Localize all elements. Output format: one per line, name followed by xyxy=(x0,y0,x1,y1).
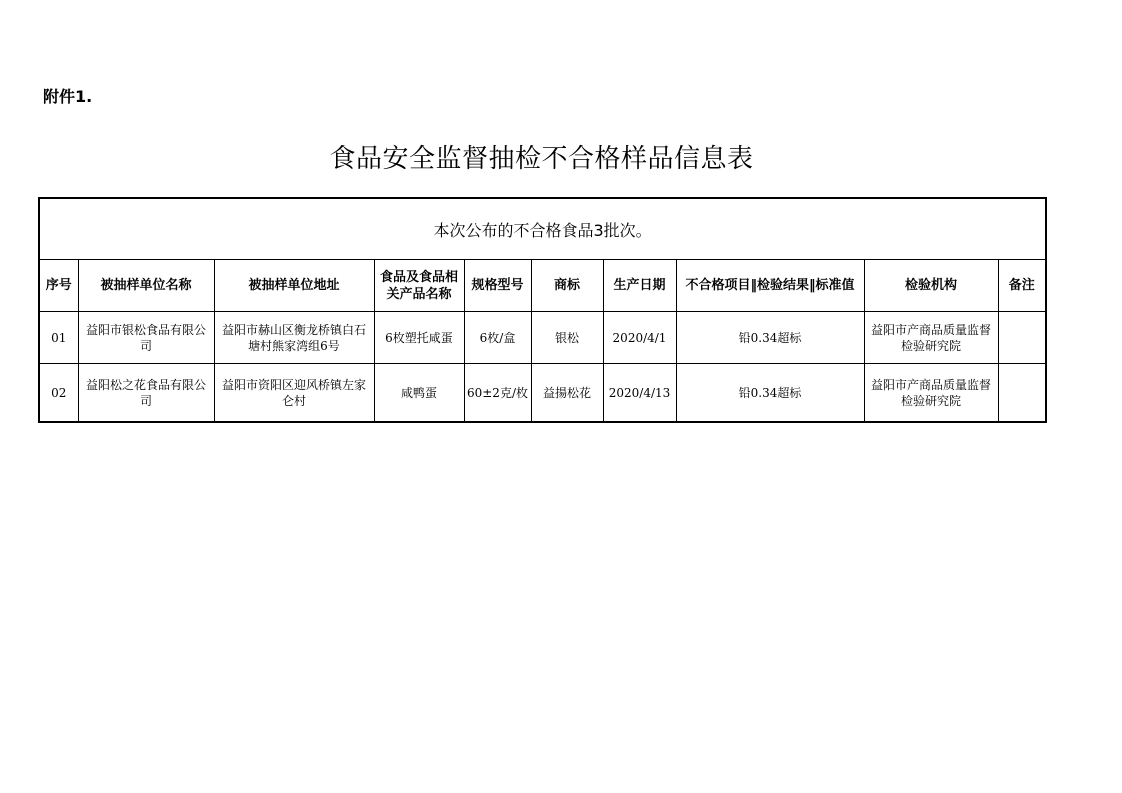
cell-remark xyxy=(998,364,1046,423)
cell-unit-address: 益阳市资阳区迎风桥镇左家仑村 xyxy=(214,364,374,423)
table-row xyxy=(39,312,1046,364)
cell-brand: 银松 xyxy=(531,312,603,364)
cell-fail-item: 铅0.34超标 xyxy=(676,364,864,423)
header-seq: 序号 xyxy=(39,260,78,312)
cell-brand: 益揚松花 xyxy=(531,364,603,423)
cell-seq: 01 xyxy=(39,312,78,364)
header-unit-address: 被抽样单位地址 xyxy=(214,260,374,312)
header-unit-name: 被抽样单位名称 xyxy=(78,260,214,312)
cell-prod-date: 2020/4/1 xyxy=(603,312,676,364)
header-spec: 规格型号 xyxy=(464,260,531,312)
cell-unit-address: 益阳市赫山区衡龙桥镇白石塘村熊家湾组6号 xyxy=(214,312,374,364)
cell-fail-item: 铅0.34超标 xyxy=(676,312,864,364)
attachment-label: 附件1. xyxy=(43,87,93,106)
cell-unit-name: 益阳市银松食品有限公司 xyxy=(78,312,214,364)
cell-unit-name: 益阳松之花食品有限公司 xyxy=(78,364,214,423)
cell-prod-date: 2020/4/13 xyxy=(603,364,676,423)
header-fail-item: 不合格项目‖检验结果‖标准值 xyxy=(676,260,864,312)
notice-row xyxy=(39,198,1046,260)
page-title: 食品安全监督抽检不合格样品信息表 xyxy=(329,144,754,174)
cell-product-name: 咸鸭蛋 xyxy=(374,364,464,423)
cell-seq: 02 xyxy=(39,364,78,423)
header-product-name: 食品及食品相关产品名称 xyxy=(374,260,464,312)
header-row xyxy=(39,260,1046,312)
cell-remark xyxy=(998,312,1046,364)
cell-product-name: 6枚塑托咸蛋 xyxy=(374,312,464,364)
table-row xyxy=(39,364,1046,423)
header-remark: 备注 xyxy=(998,260,1046,312)
unqualified-samples-table xyxy=(38,197,1047,423)
cell-spec: 60±2克/枚 xyxy=(464,364,531,423)
cell-lab: 益阳市产商品质量监督检验研究院 xyxy=(864,364,998,423)
header-lab: 检验机构 xyxy=(864,260,998,312)
header-brand: 商标 xyxy=(531,260,603,312)
cell-spec: 6枚/盒 xyxy=(464,312,531,364)
cell-lab: 益阳市产商品质量监督检验研究院 xyxy=(864,312,998,364)
header-prod-date: 生产日期 xyxy=(603,260,676,312)
notice-text: 本次公布的不合格食品3批次。 xyxy=(39,198,1046,260)
